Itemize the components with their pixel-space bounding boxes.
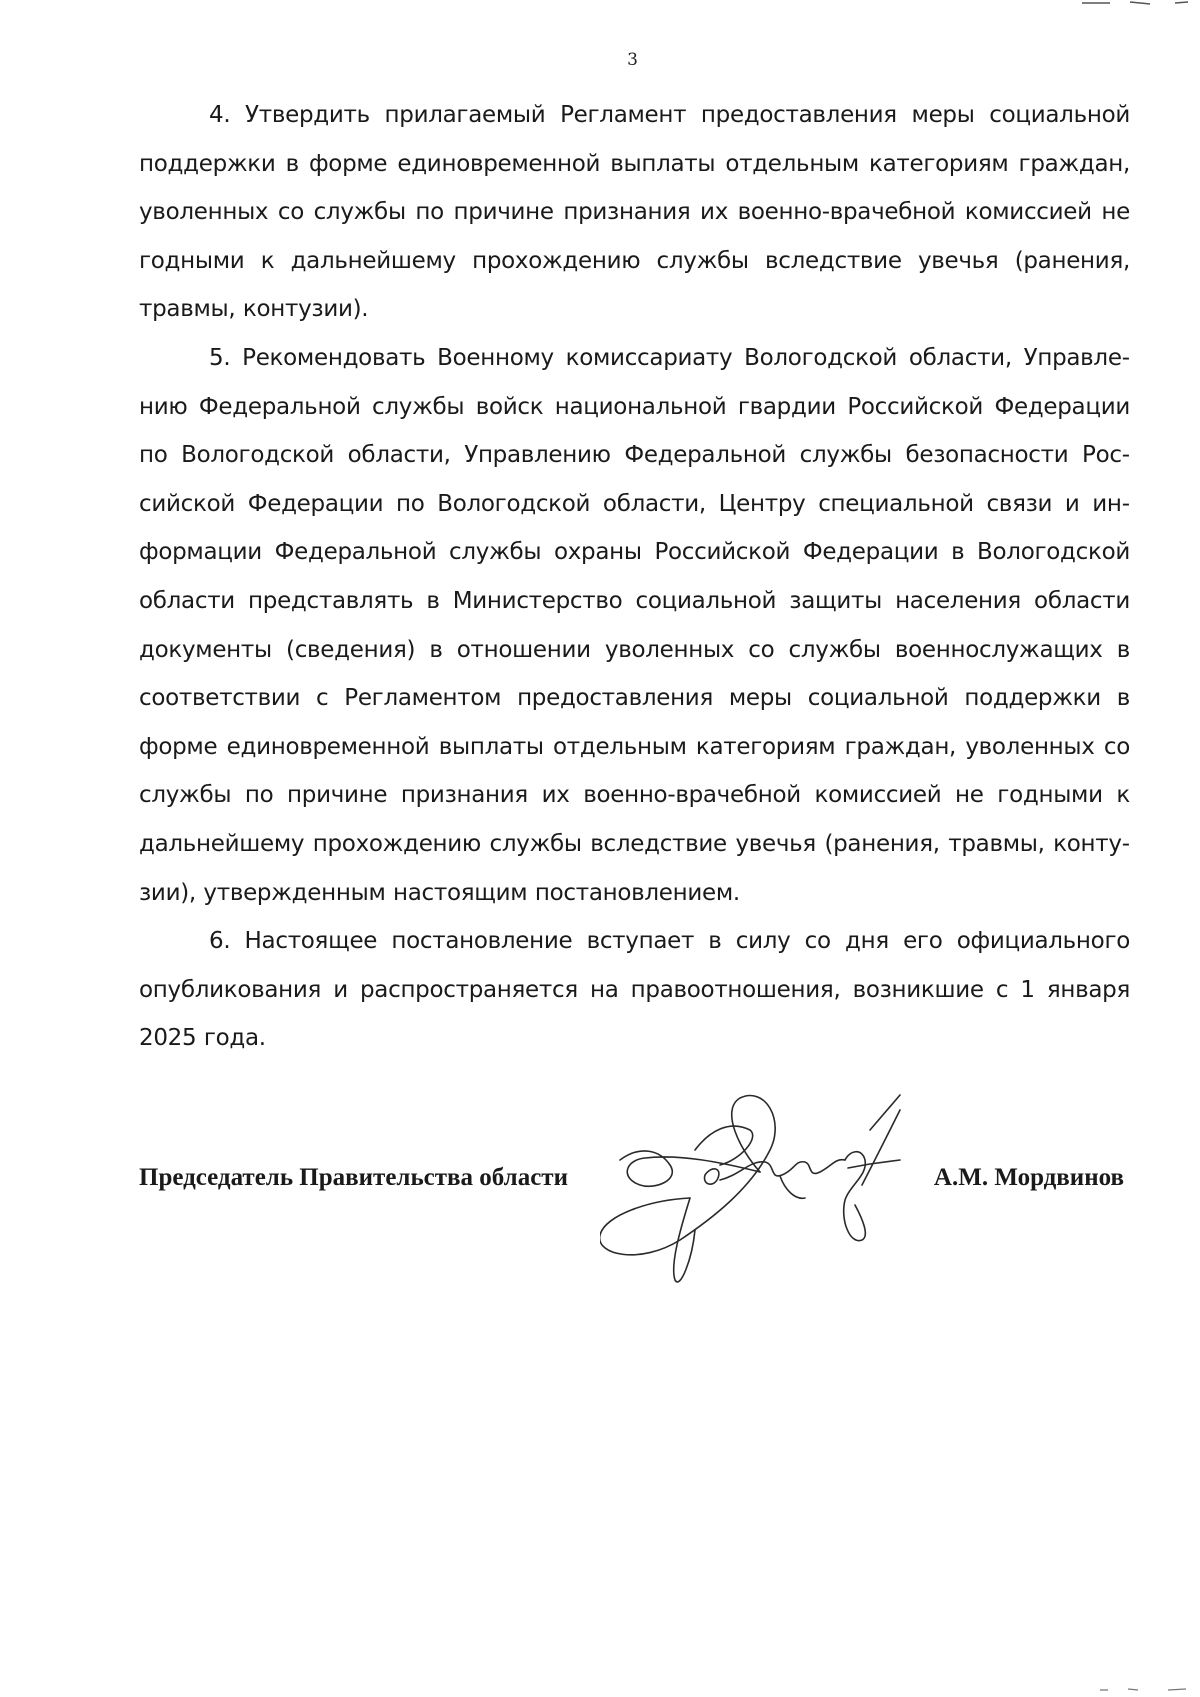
scan-edge-mark-bottom: [1098, 1685, 1188, 1693]
paragraph-6: 6. Настоящее постановление вступает в силу со дня его официального опубликования и распространяется на правоотношения, возникшие с 1 января 2025 года.: [139, 928, 1130, 1052]
signatory-title: Председатель Правительства области: [139, 1164, 568, 1191]
paragraph-4: 4. Утвердить прилагаемый Регламент предоставления меры социальной поддержки в форме единовременной выплаты отдельным категориям граждан, уволенных со службы по причине признания их военно-врачебной комиссией не годными к дальнейшему прохождению службы вследствие увечья (ранения, травмы, контузии).: [139, 102, 1130, 323]
signature-block: [139, 1164, 1130, 1204]
paragraph-5: 5. Рекомендовать Военному комиссариату Вологодской области, Управлению Федеральной службы войск национальной гвардии Российской Федерации по Вологодской области, Управлению Федеральной службы безопасности Российской Федерации по Вологодской области, Центру специальной связи и информации Федеральной службы охраны Российской Федерации в Вологодской области представлять в Министерство социальной защиты населения области документы (сведения) в отношении уволенных со службы военнослужащих в соответствии с Регламентом предоставления меры социальной поддержки в форме единовременной выплаты отдельным категориям граждан, уволенных со службы по причине признания их военно-врачебной комиссией не годными к дальнейшему прохождению службы вследствие увечья (ранения, травмы, контузии), утвержденным настоящим постановлением.: [139, 344, 1130, 906]
scan-edge-mark: [1080, 0, 1190, 6]
document-body: [139, 91, 1130, 1063]
signatory-name: А.М. Мордвинов: [933, 1164, 1124, 1191]
page-number: 3: [627, 50, 638, 70]
